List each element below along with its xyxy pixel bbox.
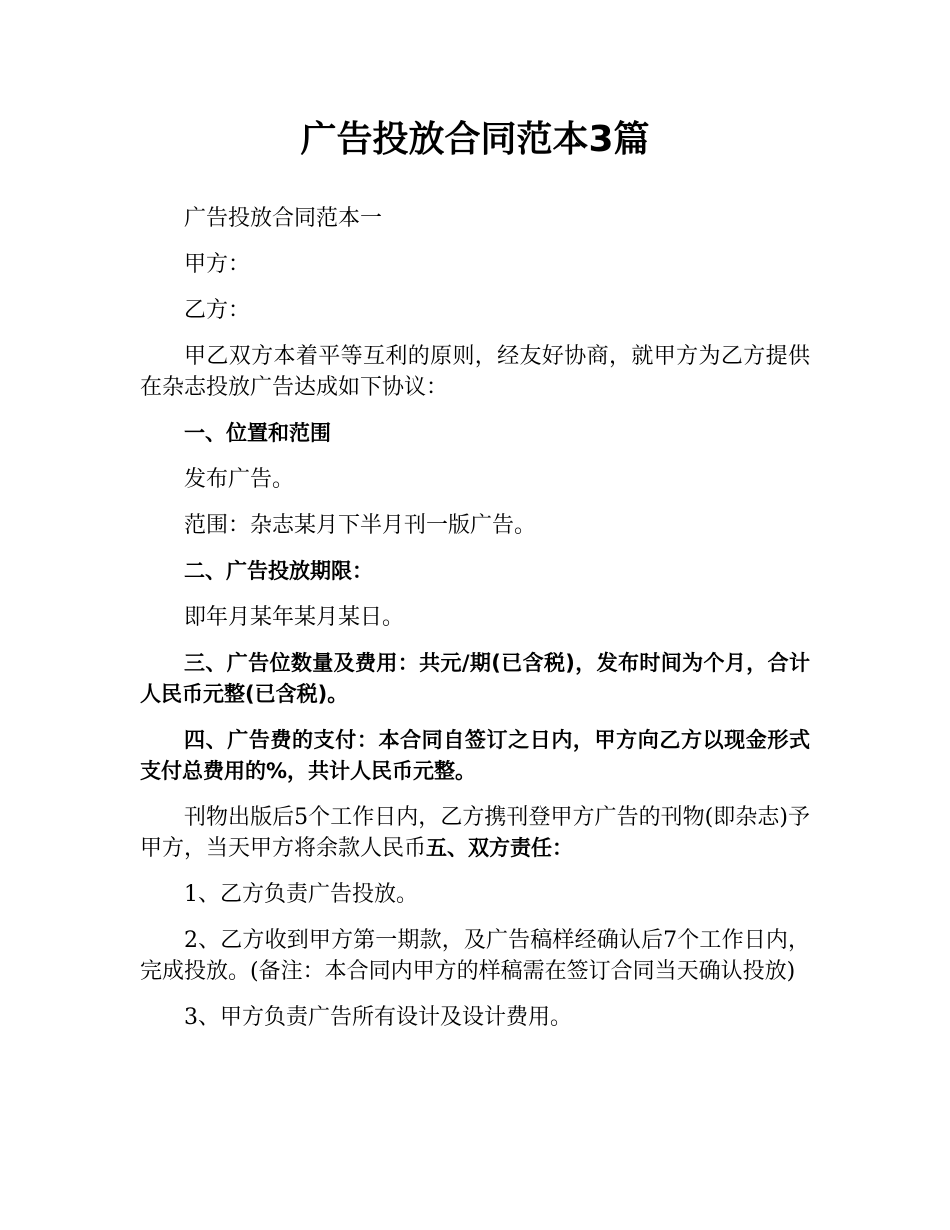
document-title: 广告投放合同范本3篇: [300, 119, 650, 160]
responsibility-item-3: 3、甲方负责广告所有设计及设计费用。: [184, 1005, 572, 1030]
section-fees: 三、广告位数量及费用：共元/期(已含税)，发布时间为个月，合计人民币元整(已含税)。: [140, 651, 810, 706]
contract-subtitle: 广告投放合同范本一: [184, 206, 383, 231]
party-a-line: 甲方：: [184, 252, 251, 277]
term-line: 即年月某年某月某日。: [184, 605, 405, 630]
agreement-intro: 甲乙双方本着平等互利的原则，经友好协商，就甲方为乙方提供在杂志投放广告达成如下协议：: [140, 344, 810, 400]
responsibility-item-2: 2、乙方收到甲方第一期款，及广告稿样经确认后7个工作日内，完成投放。(备注：本合同内甲方的样稿需在签订合同当天确认投放): [140, 928, 810, 984]
publish-line: 发布广告。: [184, 467, 295, 492]
document-body: [140, 203, 810, 1048]
balance-text: 刊物出版后5个工作日内，乙方携刊登甲方广告的刊物(即杂志)予甲方，当天甲方将余款人民币: [140, 805, 810, 861]
section-heading-position: 一、位置和范围: [184, 421, 331, 445]
scope-line: 范围：杂志某月下半月刊一版广告。: [184, 513, 537, 538]
section-heading-responsibilities: 五、双方责任：: [426, 836, 574, 860]
balance-paragraph: [140, 802, 810, 864]
party-b-line: 乙方：: [184, 298, 251, 323]
section-payment: 四、广告费的支付：本合同自签订之日内，甲方向乙方以现金形式支付总费用的%，共计人民币元整。: [140, 728, 810, 783]
responsibility-item-1: 1、乙方负责广告投放。: [184, 882, 418, 907]
section-heading-term: 二、广告投放期限：: [184, 559, 373, 583]
